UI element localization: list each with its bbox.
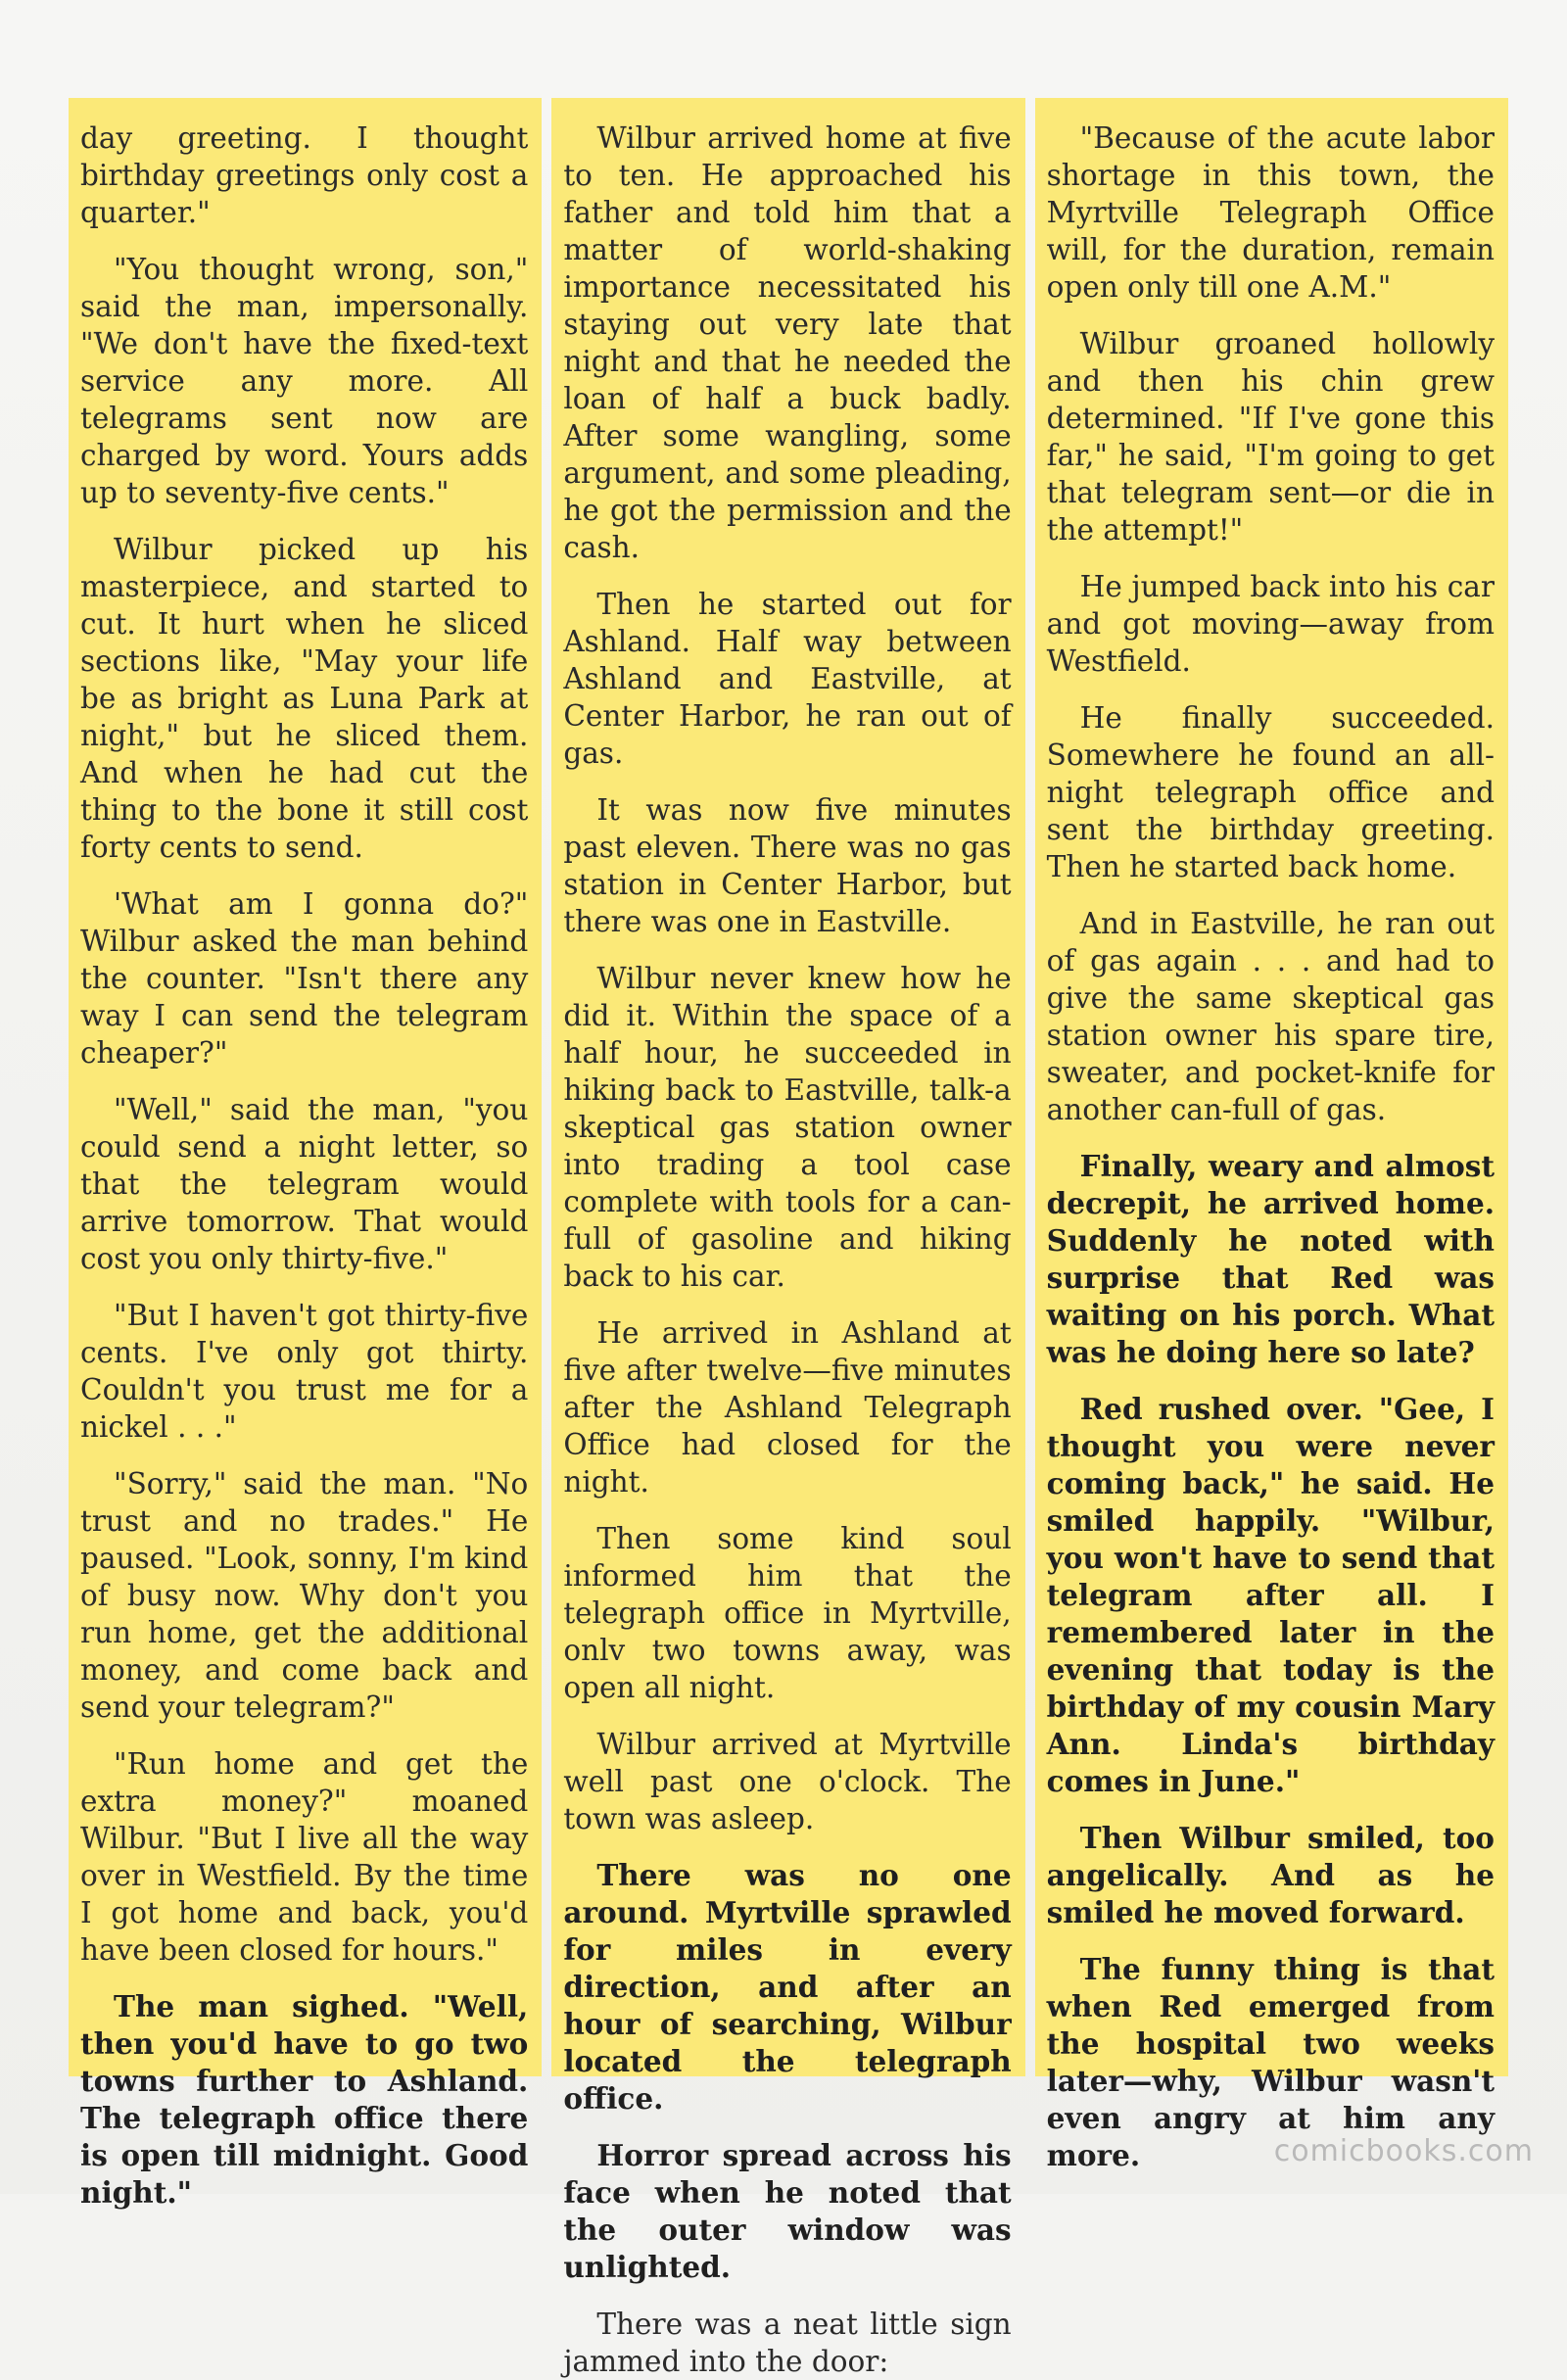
paragraph: "Because of the acute labor shortage in this town, the Myrtville Telegraph Office will, for the duration, remain open only till one A.M."	[1046, 121, 1495, 304]
paragraph: He finally succeeded. Somewhere he found an all-night telegraph office and sent the birthday greeting. Then he started back home.	[1046, 701, 1495, 883]
paragraph: "Sorry," said the man. "No trust and no trades." He paused. "Look, sonny, I'm kind of busy now. Why don't you run home, get the additional money, and come back and send your telegram?"	[80, 1467, 529, 1724]
paragraph: Horror spread across his face when he noted that the outer window was unlighted.	[563, 2138, 1012, 2284]
paragraph: Finally, weary and almost decrepit, he arrived home. Suddenly he noted with surprise that Red was waiting on his porch. What was he doing here so late?	[1046, 1149, 1495, 1369]
paragraph: And in Eastville, he ran out of gas again . . . and had to give the same skeptical gas station owner his spare tire, sweater, and pocket-knife for another can-full of gas.	[1046, 907, 1495, 1126]
paragraph: Wilbur never knew how he did it. Within the space of a half hour, he succeeded in hiking back to Eastville, talk-a skeptical gas station owner into trading a tool case complete with tools for a can-full of gasoline and hiking back to his car.	[563, 962, 1012, 1293]
paragraph: 'What am I gonna do?" Wilbur asked the man behind the counter. "Isn't there any way I can send the telegram cheaper?"	[80, 887, 529, 1070]
paragraph: Wilbur picked up his masterpiece, and started to cut. It hurt when he sliced sections like, "May your life be as bright as Luna Park at night," but he sliced them. And when he had cut the thing to the bone it still cost forty cents to send.	[80, 533, 529, 864]
paragraph: "Well," said the man, "you could send a night letter, so that the telegram would arrive tomorrow. That would cost you only thirty-five."	[80, 1093, 529, 1275]
paragraph: The man sighed. "Well, then you'd have to go two towns further to Ashland. The telegraph office there is open till midnight. Good night."	[80, 1989, 529, 2210]
paragraph: Then Wilbur smiled, too angelically. And as he smiled he moved forward.	[1046, 1821, 1495, 1929]
paragraph: It was now five minutes past eleven. There was no gas station in Center Harbor, but there was one in Eastville.	[563, 793, 1012, 938]
paragraph: Wilbur groaned hollowly and then his chin grew determined. "If I've gone this far," he said, "I'm going to get that telegram sent—or die in the attempt!"	[1046, 327, 1495, 547]
paragraph: There was a neat little sign jammed into the door:	[563, 2308, 1012, 2378]
paragraph: Then some kind soul informed him that the telegraph office in Myrtville, onlv two towns away, was open all night.	[563, 1522, 1012, 1704]
paragraph: Wilbur arrived at Myrtville well past one o'clock. The town was asleep.	[563, 1728, 1012, 1835]
paragraph: "Run home and get the extra money?" moaned Wilbur. "But I live all the way over in Westfield. By the time I got home and back, you'd have been closed for hours."	[80, 1747, 529, 1967]
text-column-2	[551, 98, 1024, 2378]
paragraph: He jumped back into his car and got moving—away from Westfield.	[1046, 570, 1495, 678]
paragraph: There was no one around. Myrtville sprawled for miles in every direction, and after an hour of searching, Wilbur located the telegraph office.	[563, 1858, 1012, 2116]
paragraph: "You thought wrong, son," said the man, impersonally. "We don't have the fixed-text service any more. All telegrams sent now are charged by word. Yours adds up to seventy-five cents."	[80, 253, 529, 509]
paragraph: Then he started out for Ashland. Half way between Ashland and Eastville, at Center Harbor, he ran out of gas.	[563, 588, 1012, 770]
paragraph: Wilbur arrived home at five to ten. He approached his father and told him that a matter of world-shaking importance necessitated his staying out very late that night and that he needed the loan of half a buck badly. After some wangling, some argument, and some pleading, he got the permission and the cash.	[563, 121, 1012, 564]
site-watermark: comicbooks.com	[1273, 2134, 1534, 2168]
paragraph: "But I haven't got thirty-five cents. I've only got thirty. Couldn't you trust me for a nickel . . ."	[80, 1299, 529, 1444]
paragraph: Red rushed over. "Gee, I thought you were never coming back," he said. He smiled happily. "Wilbur, you won't have to send that telegram after all. I remembered later in the evening that today is the birthday of my cousin Mary Ann. Linda's birthday comes in June."	[1046, 1392, 1495, 1798]
text-column-1	[69, 98, 542, 2210]
paragraph: day greeting. I thought birthday greetings only cost a quarter."	[80, 121, 529, 229]
paragraph: The funny thing is that when Red emerged from the hospital two weeks later—why, Wilbur wasn't even angry at him any more.	[1046, 1952, 1495, 2172]
paragraph: He arrived in Ashland at five after twelve—five minutes after the Ashland Telegraph Office had closed for the night.	[563, 1316, 1012, 1499]
